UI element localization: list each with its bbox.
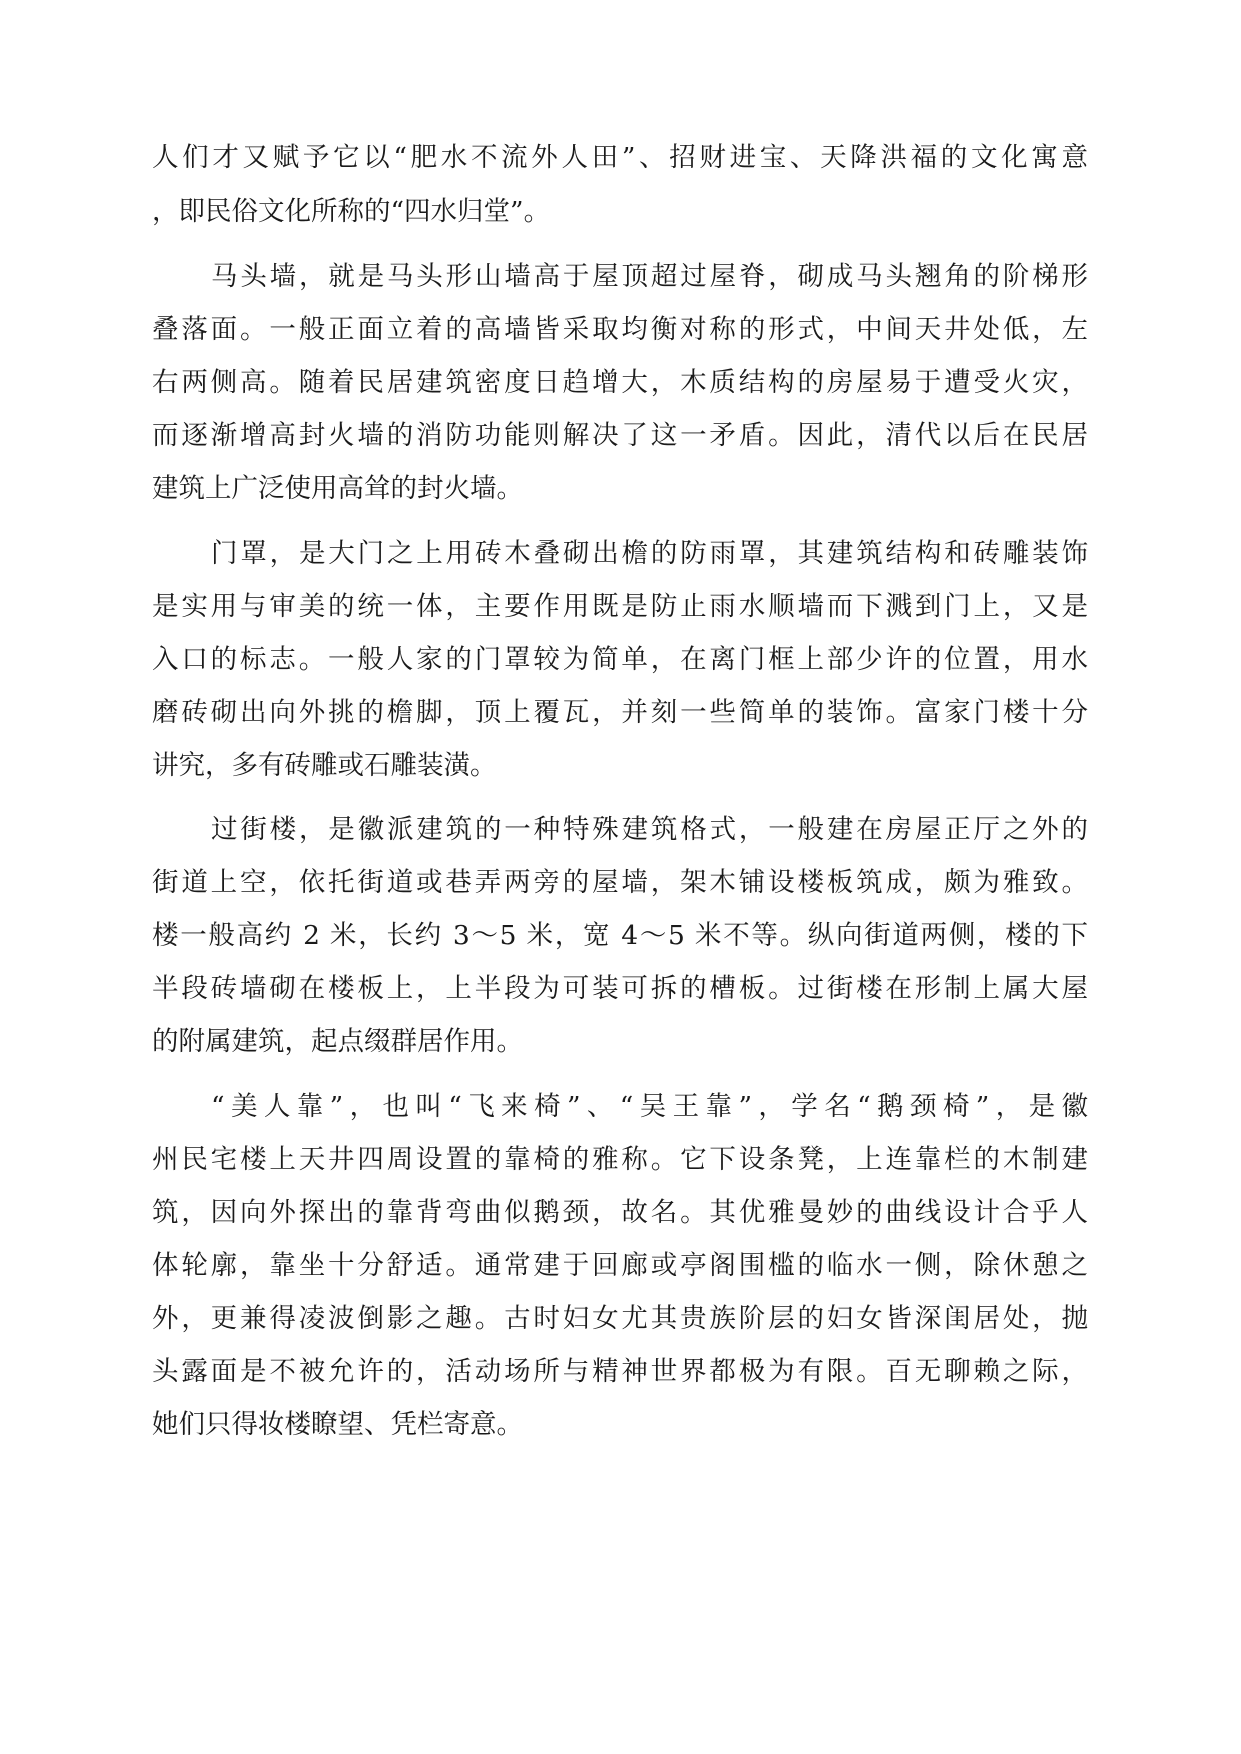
paragraph-4-line-4: 半段砖墙砌在楼板上，上半段为可装可拆的槽板。过街楼在形制上属大屋 [152, 973, 1088, 1004]
paragraph-5-line-6: 头露面是不被允许的，活动场所与精神世界都极为有限。百无聊赖之际， [152, 1356, 1088, 1387]
paragraph-4-line-5: 的附属建筑，起点缀群居作用。 [152, 1026, 523, 1057]
paragraph-5-line-5: 外，更兼得凌波倒影之趣。古时妇女尤其贵族阶层的妇女皆深闺居处，抛 [152, 1303, 1088, 1334]
paragraph-5-line-3: 筑，因向外探出的靠背弯曲似鹅颈，故名。其优雅曼妙的曲线设计合乎人 [152, 1197, 1088, 1228]
paragraph-3-line-5: 讲究，多有砖雕或石雕装潢。 [152, 750, 497, 781]
paragraph-4-line-3: 楼一般高约 2 米，长约 3～5 米，宽 4～5 米不等。纵向街道两侧，楼的下 [152, 920, 1088, 951]
paragraph-1-line-1: 人们才又赋予它以“肥水不流外人田”、招财进宝、天降洪福的文化寓意 [152, 142, 1088, 173]
paragraph-2-line-5: 建筑上广泛使用高耸的封火墙。 [152, 473, 523, 504]
paragraph-5-line-1: “美人靠”，也叫“飞来椅”、“吴王靠”，学名“鹅颈椅”，是徽 [211, 1091, 1088, 1122]
paragraph-3-line-2: 是实用与审美的统一体，主要作用既是防止雨水顺墙而下溅到门上，又是 [152, 591, 1088, 622]
paragraph-3-line-1: 门罩，是大门之上用砖木叠砌出檐的防雨罩，其建筑结构和砖雕装饰 [211, 538, 1088, 569]
paragraph-5-line-2: 州民宅楼上天井四周设置的靠椅的雅称。它下设条凳，上连靠栏的木制建 [152, 1144, 1088, 1175]
paragraph-2-line-1: 马头墙，就是马头形山墙高于屋顶超过屋脊，砌成马头翘角的阶梯形 [211, 261, 1088, 292]
paragraph-1-line-2: ，即民俗文化所称的“四水归堂”。 [152, 196, 551, 227]
paragraph-4-line-2: 街道上空，依托街道或巷弄两旁的屋墙，架木铺设楼板筑成，颇为雅致。 [152, 867, 1088, 898]
paragraph-3-line-4: 磨砖砌出向外挑的檐脚，顶上覆瓦，并刻一些简单的装饰。富家门楼十分 [152, 697, 1088, 728]
paragraph-2-line-4: 而逐渐增高封火墙的消防功能则解决了这一矛盾。因此，清代以后在民居 [152, 420, 1088, 451]
paragraph-2-line-2: 叠落面。一般正面立着的高墙皆采取均衡对称的形式，中间天井处低，左 [152, 314, 1088, 345]
paragraph-2-line-3: 右两侧高。随着民居建筑密度日趋增大，木质结构的房屋易于遭受火灾， [152, 367, 1088, 398]
paragraph-3-line-3: 入口的标志。一般人家的门罩较为简单，在离门框上部少许的位置，用水 [152, 644, 1088, 675]
paragraph-5-line-7: 她们只得妆楼瞭望、凭栏寄意。 [152, 1409, 523, 1440]
paragraph-4-line-1: 过街楼，是徽派建筑的一种特殊建筑格式，一般建在房屋正厅之外的 [211, 814, 1088, 845]
paragraph-5-line-4: 体轮廓，靠坐十分舒适。通常建于回廊或亭阁围槛的临水一侧，除休憩之 [152, 1250, 1088, 1281]
